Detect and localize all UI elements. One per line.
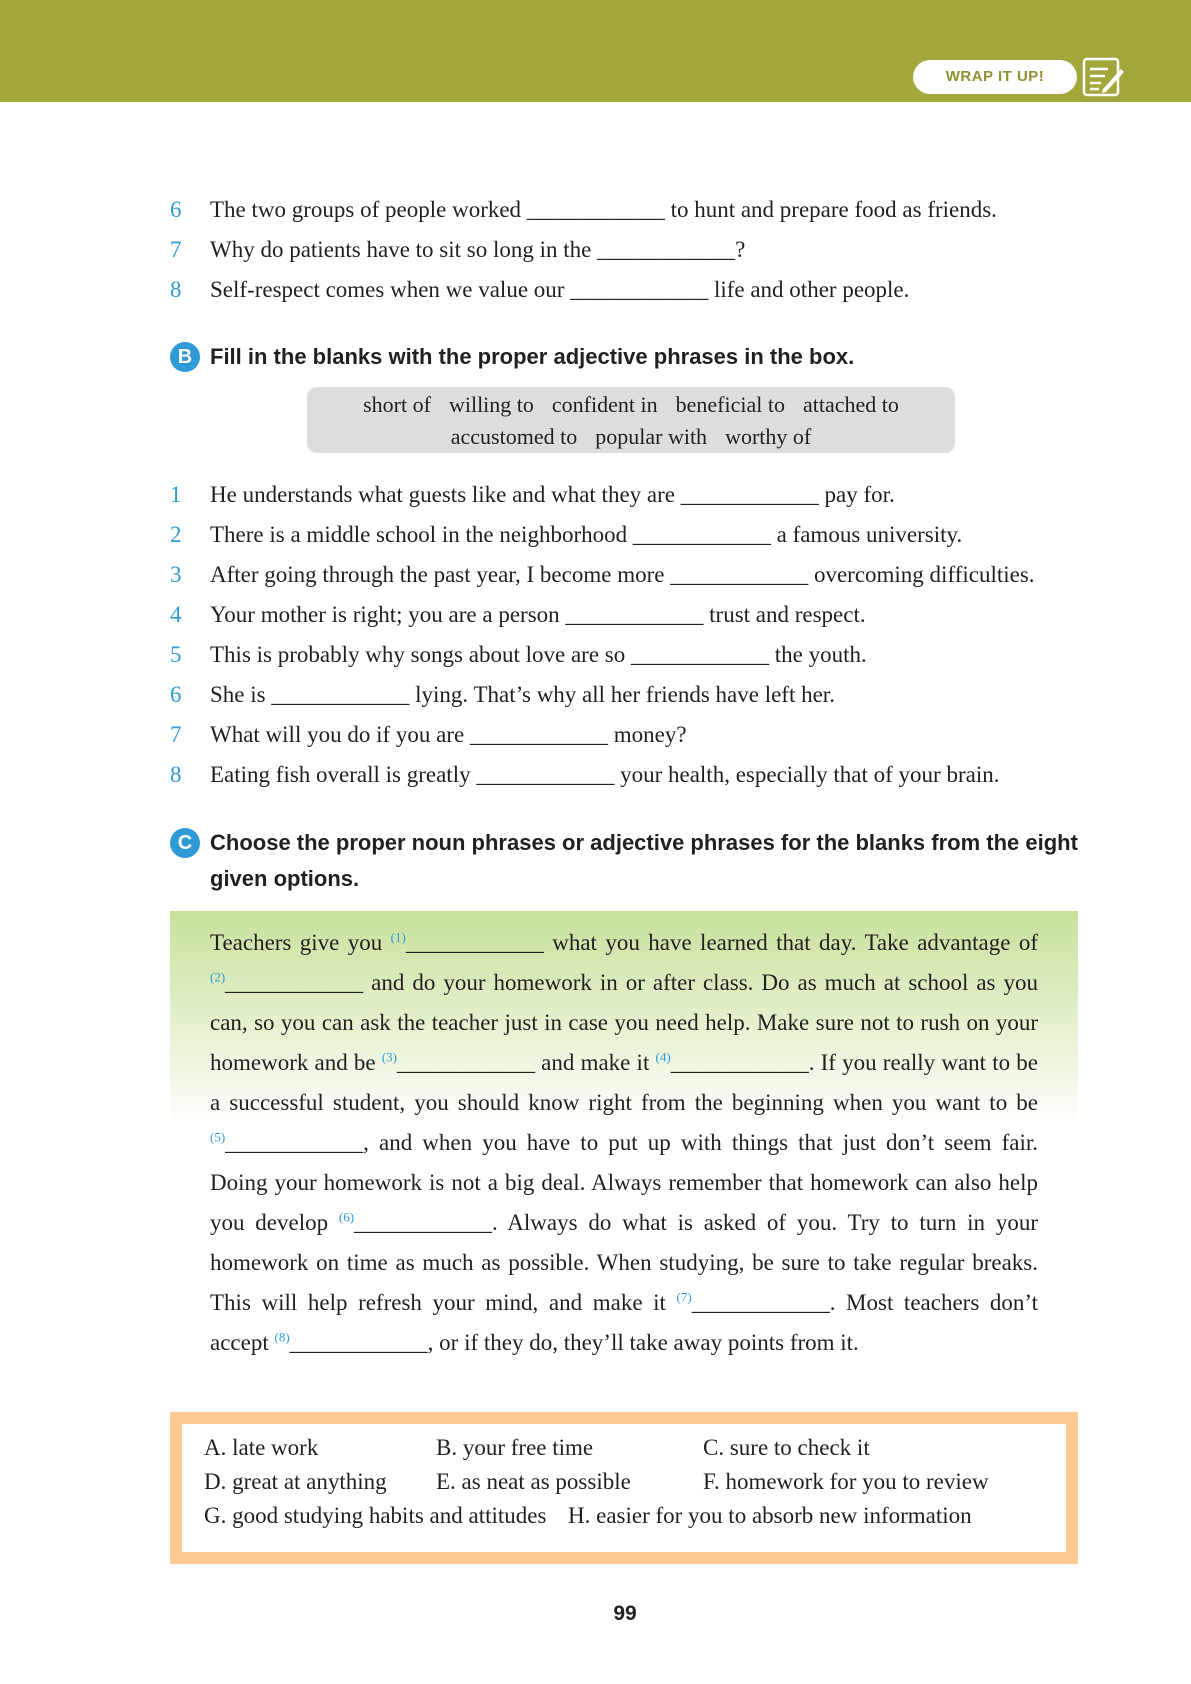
section-b-heading: [170, 339, 854, 375]
phrase-row-1: [307, 391, 955, 419]
passage-segment: ____________ and do your homework in or after class. Do as much at school as you can, so you can ask the teacher just in case you need help. Make sure not to rush on your homework and be: [210, 970, 1038, 1075]
question-text-before: What will you do if you are: [210, 722, 470, 747]
question-number: 1: [170, 482, 182, 507]
question-text-before: The two groups of people worked: [210, 197, 527, 222]
answer-blank: ____________: [632, 522, 771, 547]
question-item: [170, 595, 1035, 635]
question-number: 4: [170, 602, 182, 627]
blank-marker: (6): [338, 1209, 355, 1225]
blank-marker: (4): [655, 1049, 671, 1065]
phrase-option: popular with: [595, 424, 708, 449]
question-text-after: life and other people.: [708, 277, 910, 302]
question-number: 5: [170, 642, 182, 667]
option-item: G. good studying habits and attitudes: [204, 1503, 547, 1528]
passage-segment: ____________. Always do what is asked of you. Try to turn in your homework on time as much as possible. When studying, be sure to take regular breaks. This will help refresh your mind, and make it: [210, 1210, 1038, 1315]
question-item: [170, 230, 997, 270]
question-number: 6: [170, 682, 182, 707]
answer-blank: ____________: [570, 277, 709, 302]
passage-segment: ____________. If you really want to be a successful student, you should know right from the beginning when you want to be: [210, 1050, 1038, 1115]
options-box: [170, 1412, 1078, 1564]
answer-blank: ____________: [271, 682, 410, 707]
phrase-option: short of: [363, 392, 431, 417]
section-c-instruction: Choose the proper noun phrases or adjective phrases for the blanks from the eight given options.: [210, 830, 1078, 891]
question-text-after: lying. That’s why all her friends have left her.: [409, 682, 835, 707]
phrase-option: beneficial to: [675, 392, 785, 417]
passage-segment: ____________ what you have learned that day. Take advantage of: [405, 930, 1038, 955]
phrase-row-2: [307, 423, 955, 451]
question-text-before: She is: [210, 682, 272, 707]
option-item: A. late work: [204, 1435, 319, 1460]
phrase-option: worthy of: [725, 424, 812, 449]
question-text-before: There is a middle school in the neighborhood: [210, 522, 633, 547]
question-text-before: He understands what guests like and what they are: [210, 482, 681, 507]
section-a-questions: [170, 190, 997, 310]
question-text-after: pay for.: [818, 482, 895, 507]
question-item: [170, 755, 1035, 795]
reading-passage: [170, 911, 1078, 1401]
answer-blank: ____________: [469, 722, 608, 747]
blank-marker: (8): [274, 1329, 290, 1345]
question-number: 2: [170, 522, 182, 547]
answer-blank: ____________: [597, 237, 736, 262]
question-number: 7: [170, 237, 182, 262]
section-b-instruction: Fill in the blanks with the proper adjective phrases in the box.: [210, 344, 855, 369]
option-item: E. as neat as possible: [436, 1469, 631, 1494]
question-number: 7: [170, 722, 182, 747]
blank-marker: (7): [676, 1289, 692, 1305]
question-item: [170, 555, 1035, 595]
notepad-pencil-icon: [1081, 55, 1125, 99]
wrap-it-up-label: WRAP IT UP!: [913, 60, 1077, 94]
passage-segment: ____________ and make it: [397, 1050, 656, 1075]
blank-marker: (1): [390, 929, 406, 945]
section-c-heading: [170, 825, 1078, 897]
section-c-badge: C: [170, 828, 200, 858]
question-item: [170, 475, 1035, 515]
question-text-before: Self-respect comes when we value our: [210, 277, 571, 302]
passage-segment: ____________. Most teachers don’t accept: [210, 1290, 1038, 1355]
question-text-after: money?: [607, 722, 687, 747]
options-box-inner: [182, 1424, 1066, 1552]
question-text-after: ?: [735, 237, 746, 262]
section-b-badge: B: [170, 342, 200, 372]
question-number: 3: [170, 562, 182, 587]
answer-blank: ____________: [526, 197, 665, 222]
phrase-option: confident in: [551, 392, 658, 417]
question-item: [170, 190, 997, 230]
passage-segment: Teachers give you: [210, 930, 391, 955]
question-text-before: After going through the past year, I become more: [210, 562, 671, 587]
question-text-before: Why do patients have to sit so long in the: [210, 237, 598, 262]
passage-text: [210, 923, 1038, 1363]
question-text-after: to hunt and prepare food as friends.: [664, 197, 997, 222]
answer-blank: ____________: [670, 562, 809, 587]
passage-segment: ____________, and when you have to put up with things that just don’t seem fair. Doing your homework is not a big deal. Always remember that homework can also help you develop: [210, 1130, 1038, 1235]
question-item: [170, 715, 1035, 755]
option-item: C. sure to check it: [703, 1435, 870, 1460]
question-text-before: This is probably why songs about love are so: [210, 642, 631, 667]
blank-marker: (3): [381, 1049, 397, 1065]
blank-marker: (2): [210, 969, 226, 985]
question-text-before: Your mother is right; you are a person: [210, 602, 566, 627]
answer-blank: ____________: [476, 762, 615, 787]
page-number: 99: [613, 1602, 637, 1625]
question-number: 6: [170, 197, 182, 222]
question-text-after: overcoming difficulties.: [808, 562, 1035, 587]
answer-blank: ____________: [630, 642, 769, 667]
question-text-after: your health, especially that of your brain.: [614, 762, 1000, 787]
question-item: [170, 270, 997, 310]
question-number: 8: [170, 762, 182, 787]
question-item: [170, 675, 1035, 715]
answer-blank: ____________: [565, 602, 704, 627]
question-number: 8: [170, 277, 182, 302]
section-b-questions: [170, 475, 1035, 795]
phrase-box: [307, 387, 955, 453]
question-text-after: the youth.: [768, 642, 867, 667]
question-item: [170, 635, 1035, 675]
phrase-option: accustomed to: [450, 424, 578, 449]
option-item: H. easier for you to absorb new information: [568, 1503, 972, 1528]
question-text-after: a famous university.: [770, 522, 963, 547]
blank-marker: (5): [210, 1129, 226, 1145]
option-item: B. your free time: [436, 1435, 594, 1460]
header-band: [0, 0, 1191, 102]
question-item: [170, 515, 1035, 555]
option-item: F. homework for you to review: [703, 1469, 989, 1494]
option-item: D. great at anything: [204, 1469, 387, 1494]
question-text-before: Eating fish overall is greatly: [210, 762, 477, 787]
answer-blank: ____________: [680, 482, 819, 507]
phrase-option: attached to: [802, 392, 899, 417]
phrase-option: willing to: [448, 392, 534, 417]
passage-segment: ____________, or if they do, they’ll take away points from it.: [289, 1330, 859, 1355]
question-text-after: trust and respect.: [703, 602, 866, 627]
